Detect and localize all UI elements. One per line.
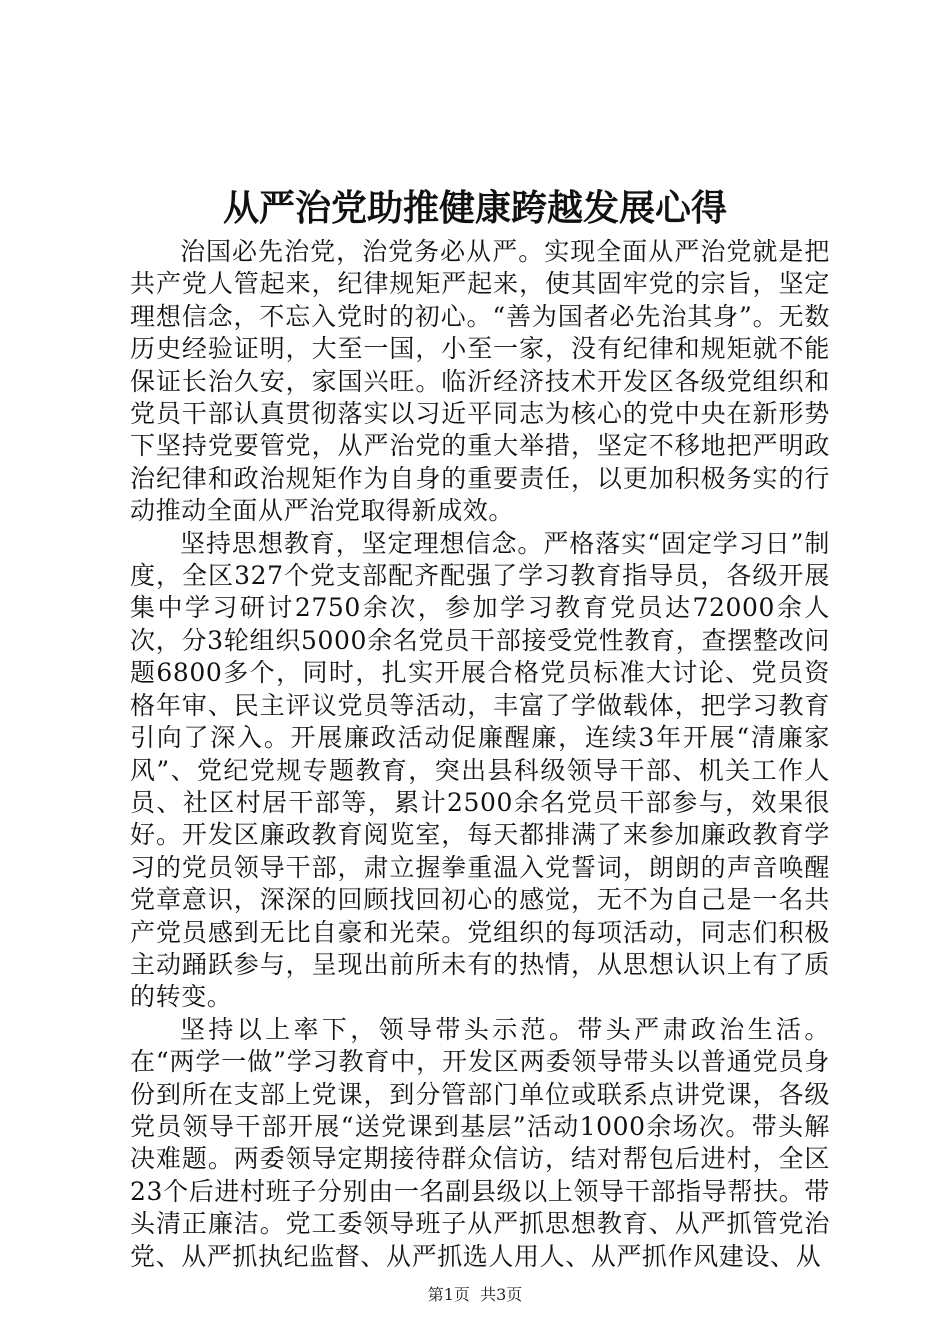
page-number: 第1页 xyxy=(427,1285,470,1304)
paragraph-2: 坚持思想教育，坚定理想信念。严格落实“固定学习日”制度，全区327个党支部配齐配强了学习教育指导员，各级开展集中学习研讨2750余次，参加学习教育党员达72000余人次，分3轮组织5000余名党员干部接受党性教育，查摆整改问题6800多个，同时，扎实开展合格党员标准大讨论、党员资格年审、民主评议党员等活动，丰富了学做载体，把学习教育引向了深入。开展廉政活动促廉醒廉，连续3年开展“清廉家风”、党纪党规专题教育，突出县科级领导干部、机关工作人员、社区村居干部等，累计2500余名党员干部参与，效果很好。开发区廉政教育阅览室，每天都排满了来参加廉政教育学习的党员领导干部，肃立握拳重温入党誓词，朗朗的声音唤醒党章意识，深深的回顾找回初心的感觉，无不为自己是一名共产党员感到无比自豪和光荣。党组织的每项活动，同志们积极主动踊跃参与，呈现出前所未有的热情，从思想认识上有了质的转变。 xyxy=(130,528,830,1012)
page-total: 共3页 xyxy=(480,1285,523,1304)
document-title: 从严治党助推健康跨越发展心得 xyxy=(222,187,727,229)
document-body xyxy=(130,236,830,1273)
paragraph-3: 坚持以上率下，领导带头示范。带头严肃政治生活。在“两学一做”学习教育中，开发区两委领导带头以普通党员身份到所在支部上党课，到分管部门单位或联系点讲党课，各级党员领导干部开展“送党课到基层”活动1000余场次。带头解决难题。两委领导定期接待群众信访，结对帮包后进村，全区23个后进村班子分别由一名副县级以上领导干部指导帮扶。带头清正廉洁。党工委领导班子从严抓思想教育、从严抓管党治党、从严抓执纪监督、从严抓选人用人、从严抓作风建设、从 xyxy=(130,1014,830,1271)
page-footer xyxy=(0,1285,950,1305)
paragraph-1: 治国必先治党，治党务必从严。实现全面从严治党就是把共产党人管起来，纪律规矩严起来，使其固牢党的宗旨，坚定理想信念，不忘入党时的初心。“善为国者必先治其身”。无数历史经验证明，大至一国，小至一家，没有纪律和规矩就不能保证长治久安，家国兴旺。临沂经济技术开发区各级党组织和党员干部认真贯彻落实以习近平同志为核心的党中央在新形势下坚持党要管党，从严治党的重大举措，坚定不移地把严明政治纪律和政治规矩作为自身的重要责任，以更加积极务实的行动推动全面从严治党取得新成效。 xyxy=(130,237,830,526)
